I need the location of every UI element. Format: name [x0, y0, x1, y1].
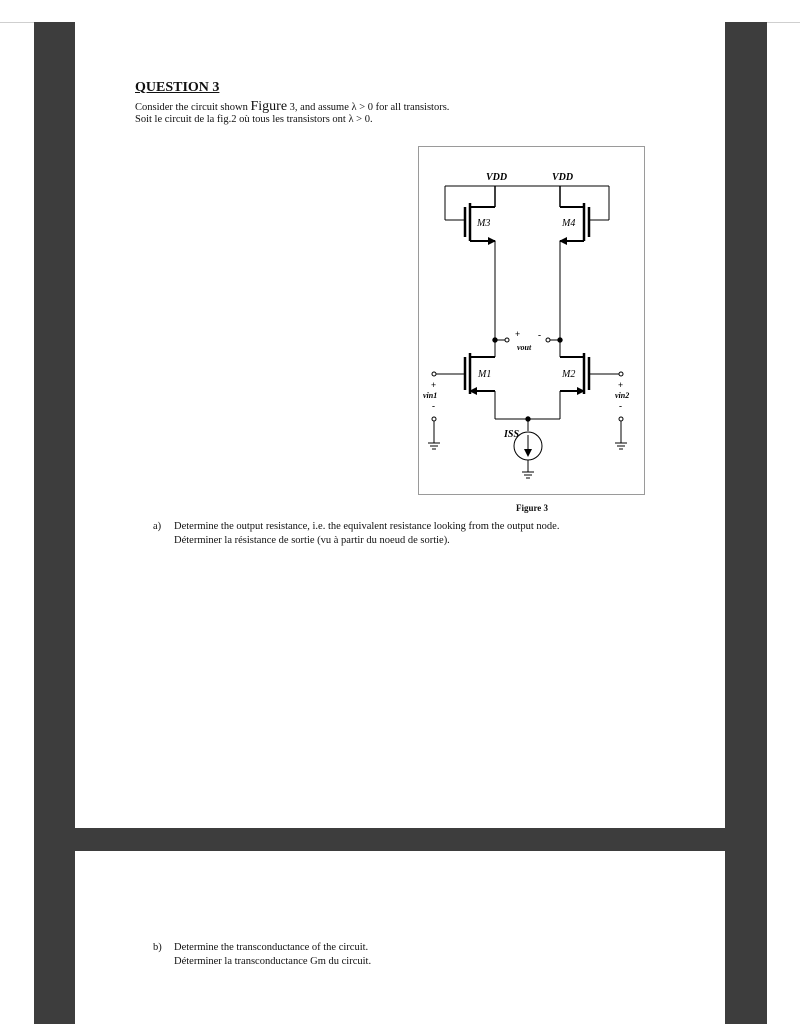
vdd-right-label: VDD	[552, 172, 574, 183]
vout-minus-sign: -	[538, 330, 541, 340]
vin2-label: vin2	[615, 391, 630, 400]
question-title: QUESTION 3	[135, 80, 220, 95]
part-b-text-en: Determine the transconductance of the circuit.	[174, 942, 369, 953]
m2-label: M2	[562, 369, 576, 380]
iss-arrow-head	[524, 449, 532, 457]
circuit-diagram	[419, 147, 644, 494]
figure-caption: Figure 3	[515, 503, 549, 513]
part-a-text-fr: Déterminer la résistance de sortie (vu à partir du noeud de sortie).	[174, 535, 450, 546]
part-a-label: a)	[153, 521, 162, 532]
m3-label: M3	[477, 218, 491, 229]
question-statement-en	[135, 99, 449, 115]
statement-en-suffix: 3, and assume λ > 0 for all transistors.	[287, 102, 450, 113]
vin2-plus-sign: +	[618, 380, 624, 390]
statement-en-prefix: Consider the circuit shown	[135, 102, 251, 113]
m1-label: M1	[478, 369, 492, 380]
vin1-minus-sign: -	[432, 401, 435, 411]
vin1-label: vin1	[423, 391, 438, 400]
part-a-text-en: Determine the output resistance, i.e. the equivalent resistance looking from the output node.	[174, 521, 560, 532]
document-page-1	[75, 22, 725, 828]
statement-en-figure-word: Figure	[250, 99, 288, 114]
circuit-figure	[418, 146, 645, 495]
m4-label: M4	[562, 218, 576, 229]
vdd-left-label: VDD	[486, 172, 508, 183]
vin2-minus-sign: -	[619, 401, 622, 411]
part-b-label: b)	[153, 942, 162, 953]
vout-left-terminal	[505, 338, 509, 342]
part-b-text-fr: Déterminer la transconductance Gm du circuit.	[174, 956, 372, 967]
vin1-terminal-top	[432, 372, 436, 376]
vin2-terminal-top	[619, 372, 623, 376]
question-statement-fr: Soit le circuit de la fig.2 où tous les transistors ont λ > 0.	[135, 114, 373, 125]
vin2-terminal-bottom	[619, 417, 623, 421]
document-page-2	[75, 851, 725, 1024]
vout-plus-sign: +	[515, 329, 521, 339]
vout-label: vout	[517, 343, 532, 352]
vin1-terminal-bottom	[432, 417, 436, 421]
vout-right-terminal	[546, 338, 550, 342]
iss-label: ISS	[504, 429, 520, 440]
vin1-plus-sign: +	[431, 380, 437, 390]
